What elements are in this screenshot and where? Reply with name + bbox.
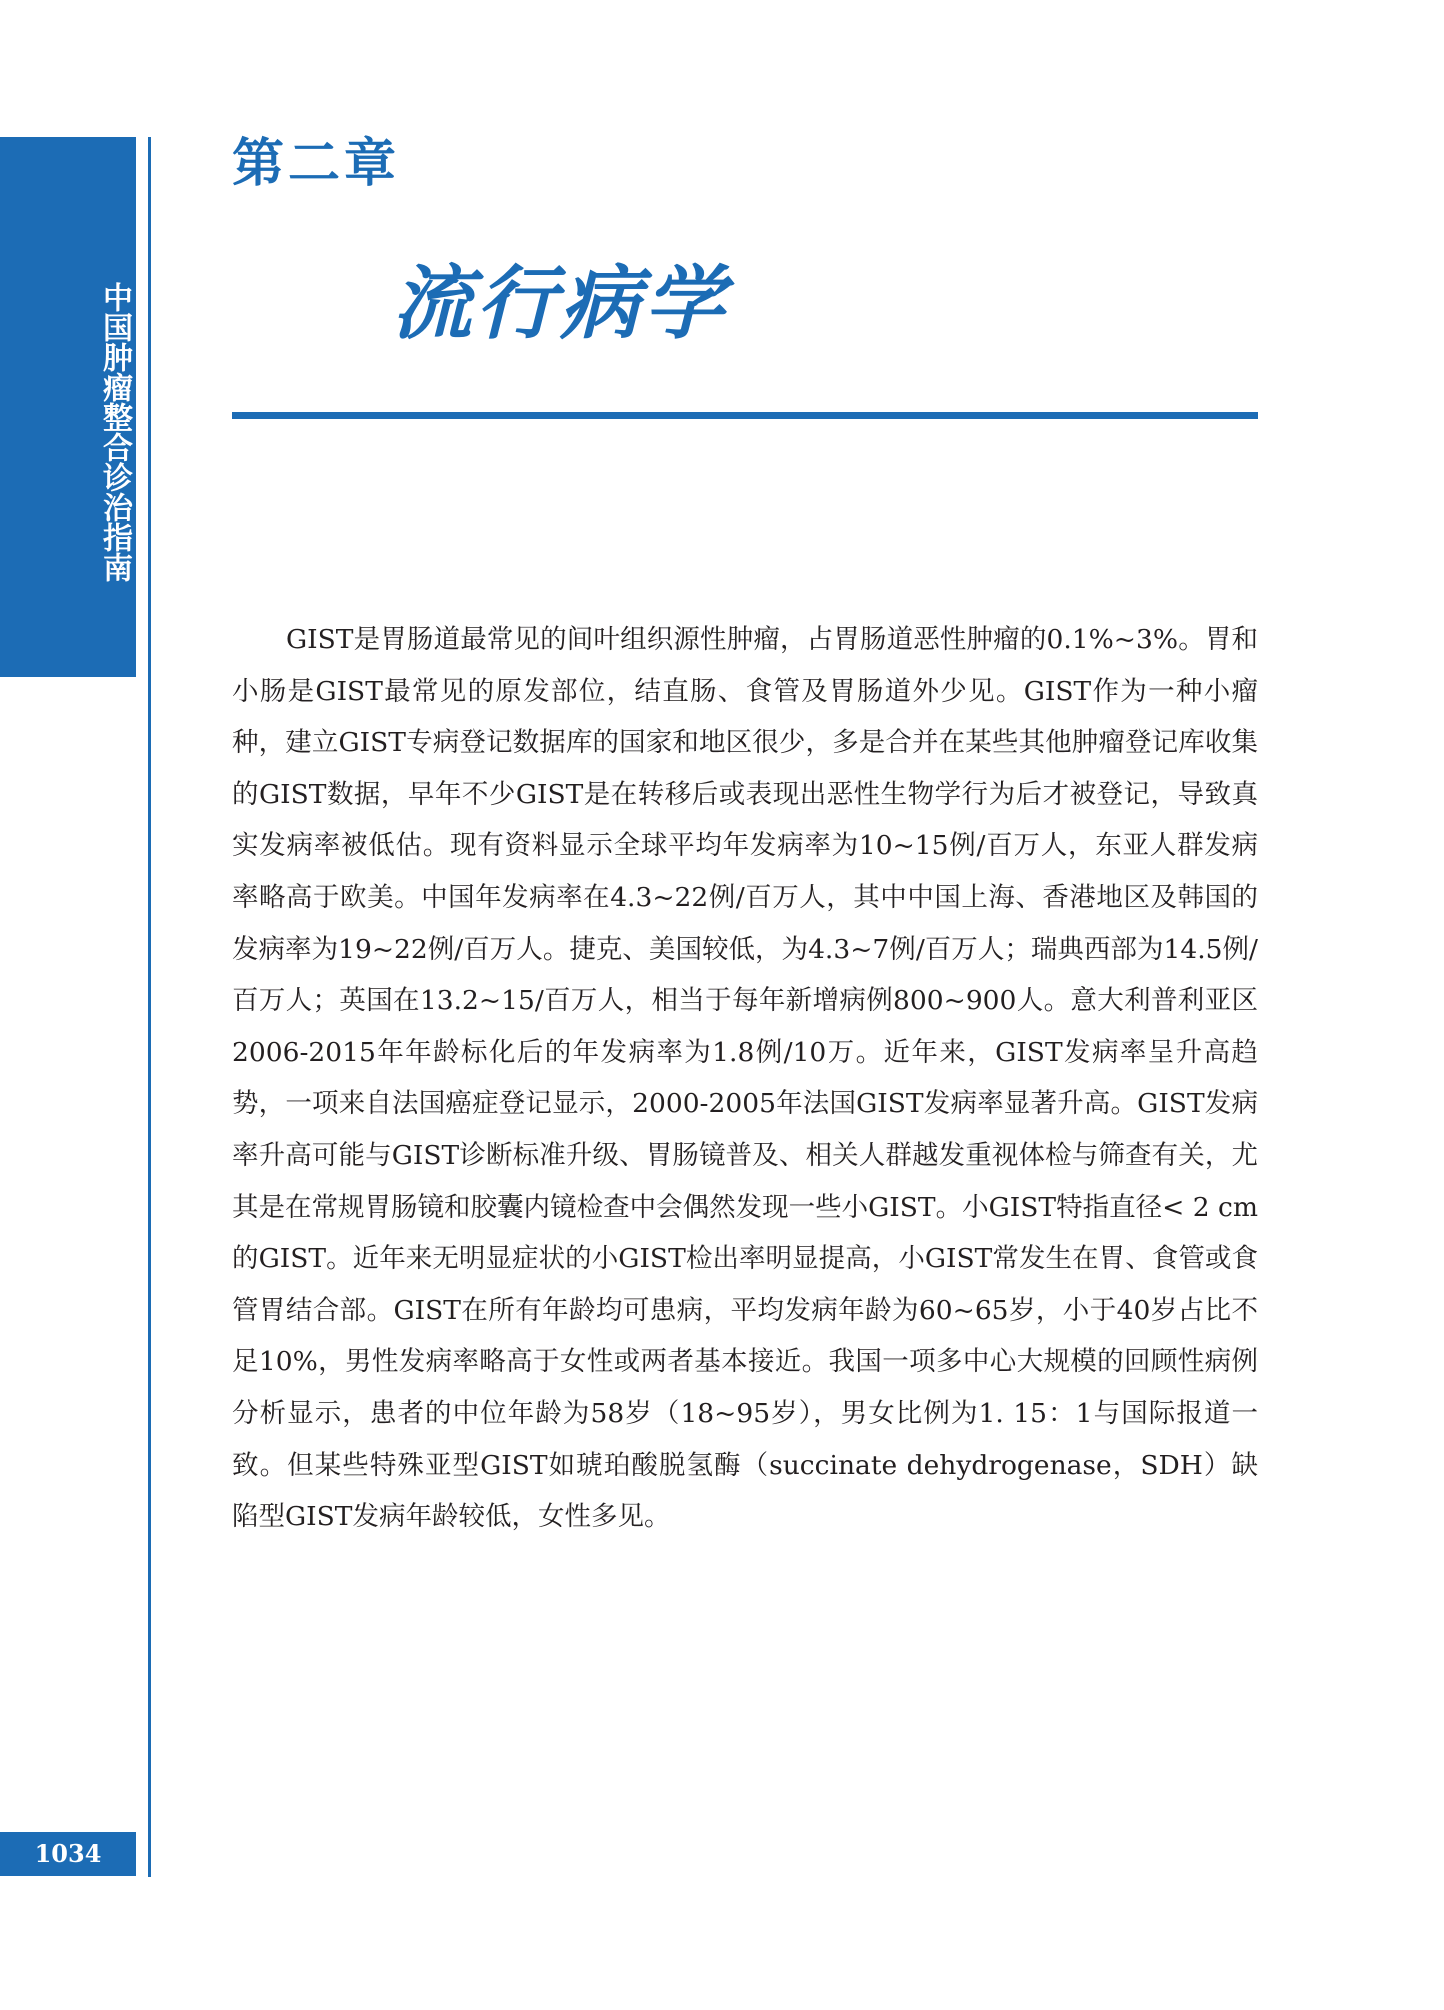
book-title-tab xyxy=(0,137,136,677)
side-divider xyxy=(148,137,151,1877)
page-number: 1034 xyxy=(0,1832,136,1876)
title-divider xyxy=(232,412,1258,419)
chapter-title: 流行病学 xyxy=(392,257,728,350)
body-paragraph: GIST是胃肠道最常见的间叶组织源性肿瘤，占胃肠道恶性肿瘤的0.1%~3%。胃和小肠是GIST最常见的原发部位，结直肠、食管及胃肠道外少见。GIST作为一种小瘤种，建立GIST专病登记数据库的国家和地区很少，多是合并在某些其他肿瘤登记库收集的GIST数据，早年不少GIST是在转移后或表现出恶性生物学行为后才被登记，导致真实发病率被低估。现有资料显示全球平均年发病率为10~15例/百万人，东亚人群发病率略高于欧美。中国年发病率在4.3~22例/百万人，其中中国上海、香港地区及韩国的发病率为19~22例/百万人。捷克、美国较低，为4.3~7例/百万人；瑞典西部为14.5例/百万人；英国在13.2~15/百万人，相当于每年新增病例800~900人。意大利普利亚区2006-2015年年龄标化后的年发病率为1.8例/10万。近年来，GIST发病率呈升高趋势，一项来自法国癌症登记显示，2000-2005年法国GIST发病率显著升高。GIST发病率升高可能与GIST诊断标准升级、胃肠镜普及、相关人群越发重视体检与筛查有关，尤其是在常规胃肠镜和胶囊内镜检查中会偶然发现一些小GIST。小GIST特指直径< 2 cm的GIST。近年来无明显症状的小GIST检出率明显提高，小GIST常发生在胃、食管或食管胃结合部。GIST在所有年龄均可患病，平均发病年龄为60~65岁，小于40岁占比不足10%，男性发病率略高于女性或两者基本接近。我国一项多中心大规模的回顾性病例分析显示，患者的中位年龄为58岁（18~95岁），男女比例为1. 15：1与国际报道一致。但某些特殊亚型GIST如琥珀酸脱氢酶（succinate dehydrogenase，SDH）缺陷型GIST发病年龄较低，女性多见。 xyxy=(232,624,1258,1533)
chapter-number: 第二章 xyxy=(232,134,401,194)
book-title: 中国肿瘤整合诊治指南 xyxy=(97,282,132,582)
